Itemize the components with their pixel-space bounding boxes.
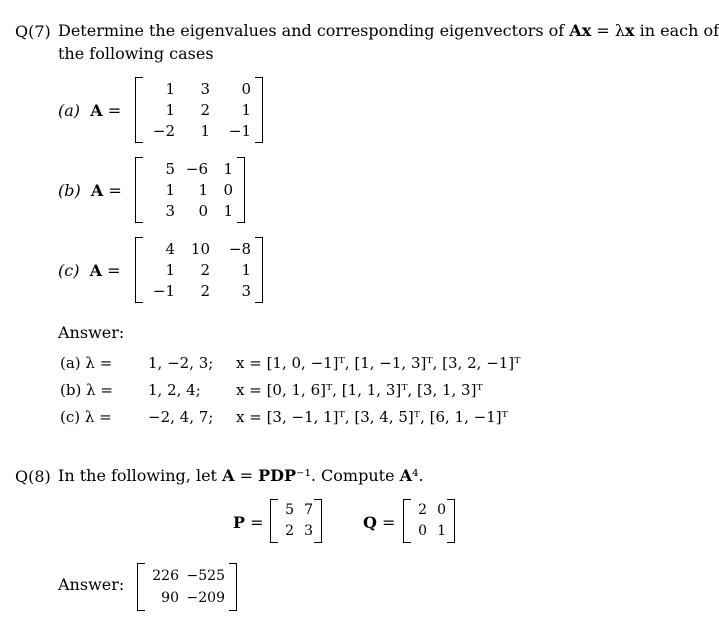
- cell: 2: [418, 502, 427, 518]
- cell: 1: [241, 261, 251, 279]
- cell: 0: [223, 181, 233, 199]
- cell: 4: [165, 240, 175, 258]
- q8-text-e: ⁻¹: [296, 466, 311, 485]
- cell: −2: [152, 122, 175, 140]
- cell: 1: [198, 181, 208, 199]
- cell: 3: [165, 202, 175, 220]
- cell: 5: [285, 502, 294, 518]
- cell: −1: [228, 122, 251, 140]
- cell: 0: [241, 80, 251, 98]
- q8-text-d: PDP: [258, 466, 296, 485]
- q7-prompt-line2: the following cases: [58, 44, 214, 63]
- cell: 0: [437, 502, 446, 518]
- q7-number: Q(7): [15, 22, 51, 41]
- q-matrix-label: [363, 513, 395, 532]
- cell: 1: [223, 160, 233, 178]
- p-name: P: [233, 513, 246, 532]
- q8-text-g: A: [399, 466, 413, 485]
- case-b-tag: (b): [58, 181, 81, 200]
- answer-row-b: [60, 381, 483, 399]
- q8-text-c: =: [234, 466, 259, 485]
- answer-c-label: (c) λ =: [60, 408, 112, 426]
- matrix-q: [403, 499, 455, 543]
- answer-row-a: [60, 354, 520, 372]
- case-c-eq: =: [107, 261, 121, 280]
- q7-text-e: in each of: [634, 21, 719, 40]
- cell: 0: [198, 202, 208, 220]
- answer-a-vectors: x = [1, 0, −1]ᵀ, [1, −1, 3]ᵀ, [3, 2, −1]ᵀ: [236, 354, 521, 372]
- answer-c-vectors: x = [3, −1, 1]ᵀ, [3, 4, 5]ᵀ, [6, 1, −1]ᵀ: [236, 408, 508, 426]
- q-name: Q: [363, 513, 377, 532]
- q8-text-b: A: [222, 466, 235, 485]
- cell: 1: [165, 181, 175, 199]
- cell: 2: [285, 523, 294, 539]
- cell: 2: [200, 261, 210, 279]
- cell: 1: [437, 523, 446, 539]
- answer-a-lambdas: 1, −2, 3;: [148, 354, 214, 372]
- q7-text-c: = λ: [591, 21, 625, 40]
- case-c-tag: (c): [58, 261, 80, 280]
- p-eq: =: [250, 513, 264, 532]
- answer-b-vectors: x = [0, 1, 6]ᵀ, [1, 1, 3]ᵀ, [3, 1, 3]ᵀ: [236, 381, 483, 399]
- case-a-tag: (a): [58, 101, 81, 120]
- q8-text-a: In the following, let: [58, 466, 223, 485]
- q7-prompt-line1: [58, 20, 719, 42]
- matrix-p: [270, 499, 322, 543]
- cell: −1: [152, 282, 175, 300]
- cell: 3: [241, 282, 251, 300]
- cell: 5: [165, 160, 175, 178]
- matrix-a: [135, 77, 263, 143]
- cell: 1: [165, 101, 175, 119]
- cell: 1: [200, 122, 210, 140]
- cell: 3: [200, 80, 210, 98]
- cell: 2: [200, 282, 210, 300]
- answer-c-lambdas: −2, 4, 7;: [148, 408, 214, 426]
- case-b-eq: =: [108, 181, 122, 200]
- cell: 3: [304, 523, 313, 539]
- cell: 0: [418, 523, 427, 539]
- cell: 10: [190, 240, 210, 258]
- cell: 7: [304, 502, 313, 518]
- q8-prompt: [58, 465, 424, 487]
- cell: −6: [185, 160, 208, 178]
- q7-text-d: x: [624, 21, 635, 40]
- p-matrix-label: [233, 513, 264, 532]
- case-a-eq: =: [107, 101, 122, 120]
- case-a-label: [58, 101, 121, 120]
- cell: 90: [161, 590, 179, 606]
- case-c-matrix-name: A: [89, 261, 103, 280]
- answer-b-label: (b) λ =: [60, 381, 113, 399]
- q8-text-i: .: [418, 466, 424, 485]
- cell: −8: [228, 240, 251, 258]
- case-a-matrix-name: A: [90, 101, 103, 120]
- matrix-b: [135, 157, 245, 223]
- cell: 1: [241, 101, 251, 119]
- answer-a-label: (a) λ =: [60, 354, 113, 372]
- q7-text-a: Determine the eigenvalues and corresponding eigenvectors of: [58, 21, 570, 40]
- case-b-label: [58, 181, 122, 200]
- cell: 226: [152, 568, 179, 584]
- q-eq: =: [382, 513, 396, 532]
- cell: 1: [165, 261, 175, 279]
- case-c-label: [58, 261, 121, 280]
- cell: 2: [200, 101, 210, 119]
- cell: 1: [223, 202, 233, 220]
- q8-text-f: . Compute: [310, 466, 400, 485]
- answer-row-c: [60, 408, 508, 426]
- q7-answer-label: Answer:: [58, 323, 125, 342]
- matrix-c: [135, 237, 263, 303]
- q7-text-b: Ax: [569, 21, 592, 40]
- q8-answer-label: Answer:: [58, 575, 125, 594]
- case-b-matrix-name: A: [90, 181, 104, 200]
- cell: −525: [186, 568, 225, 584]
- q8-number: Q(8): [15, 467, 51, 486]
- cell: 1: [165, 80, 175, 98]
- q8-text-h: ⁴: [412, 466, 419, 485]
- cell: −209: [186, 590, 225, 606]
- answer-b-lambdas: 1, 2, 4;: [148, 381, 201, 399]
- matrix-answer: [137, 563, 237, 611]
